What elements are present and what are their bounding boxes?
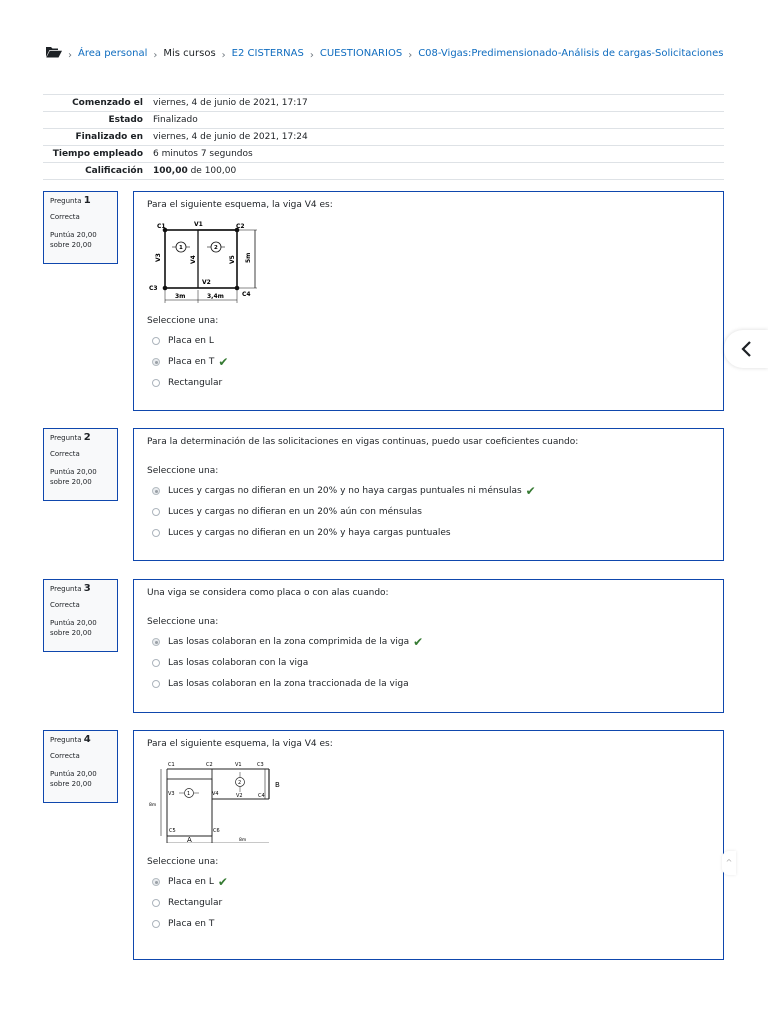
option-label[interactable]: Placa en L	[168, 877, 214, 887]
option-label[interactable]: Placa en T	[168, 357, 215, 367]
select-prompt: Seleccione una:	[147, 466, 219, 476]
radio-button-selected[interactable]	[152, 878, 160, 886]
question-mark-max: sobre 20,00	[50, 629, 92, 637]
radio-button[interactable]	[152, 529, 160, 537]
label-v4: V4	[190, 255, 197, 264]
label-c3: C3	[149, 285, 158, 292]
radio-button[interactable]	[152, 659, 160, 667]
question-box-1	[133, 191, 724, 411]
breadcrumb-area-personal[interactable]: Área personal	[78, 48, 148, 59]
answer-option[interactable]	[147, 897, 710, 909]
check-icon: ✔	[217, 875, 228, 889]
label-v4: V4	[212, 791, 219, 797]
breadcrumb-section[interactable]: CUESTIONARIOS	[319, 48, 403, 59]
breadcrumb-course[interactable]: E2 CISTERNAS	[231, 48, 304, 59]
question-label: Pregunta	[50, 736, 82, 744]
label-b: B	[275, 781, 280, 789]
question-mark-max: sobre 20,00	[50, 478, 92, 486]
answer-option[interactable]	[147, 485, 710, 497]
beam-diagram-1	[147, 214, 277, 306]
question-box-4	[133, 730, 724, 960]
answer-option[interactable]	[147, 506, 710, 518]
breadcrumb-mis-cursos: Mis cursos	[163, 48, 216, 59]
grade-value: 100,00	[153, 166, 188, 176]
question-box-2	[133, 428, 724, 561]
answer-option[interactable]	[147, 335, 710, 347]
answer-option[interactable]	[147, 918, 710, 930]
question-number: 3	[83, 583, 91, 594]
summary-value	[153, 163, 724, 180]
back-to-top-button[interactable]	[722, 851, 736, 875]
question-info-3	[43, 579, 118, 652]
question-mark: Puntúa 20,00	[50, 770, 97, 778]
summary-label: Finalizado en	[43, 129, 153, 146]
breadcrumb-quiz[interactable]: C08-Vigas:Predimensionado-Análisis de cargas-Solicitaciones	[418, 48, 724, 59]
slab-label-1: 1	[179, 245, 183, 251]
label-5m: 5m	[245, 252, 252, 263]
breadcrumb	[46, 46, 723, 61]
option-label[interactable]: Luces y cargas no difieran en un 20% y no haya cargas puntuales ni ménsulas	[168, 486, 522, 496]
label-v3: V3	[168, 791, 175, 797]
summary-value: Finalizado	[153, 112, 724, 129]
option-label[interactable]: Placa en L	[168, 336, 214, 346]
option-label[interactable]: Las losas colaboran con la viga	[168, 658, 309, 668]
label-c1: C1	[157, 223, 166, 230]
check-icon: ✔	[525, 484, 536, 498]
radio-button[interactable]	[152, 379, 160, 387]
slab-label-2: 2	[238, 780, 242, 786]
summary-label: Comenzado el	[43, 95, 153, 112]
attempt-summary-table	[43, 94, 724, 180]
question-mark-max: sobre 20,00	[50, 780, 92, 788]
answer-option[interactable]	[147, 876, 710, 888]
question-label: Pregunta	[50, 197, 82, 205]
label-3-4m: 3,4m	[207, 293, 224, 300]
breadcrumb-separator: ›	[68, 50, 72, 61]
label-8m-vertical: 8m	[149, 803, 157, 808]
beam-diagram-4	[147, 753, 287, 843]
breadcrumb-separator: ›	[221, 50, 226, 61]
label-c6: C6	[213, 828, 220, 834]
label-v3: V3	[155, 253, 162, 262]
answer-option[interactable]	[147, 527, 710, 539]
radio-button[interactable]	[152, 337, 160, 345]
summary-value: viernes, 4 de junio de 2021, 17:17	[153, 95, 724, 112]
radio-button[interactable]	[152, 899, 160, 907]
answer-option[interactable]	[147, 657, 710, 669]
label-v1: V1	[194, 221, 203, 228]
option-label[interactable]: Las losas colaboran en la zona comprimida de la viga	[168, 637, 410, 647]
grade-total: de 100,00	[187, 166, 237, 176]
select-prompt: Seleccione una:	[147, 316, 219, 326]
option-label[interactable]: Placa en T	[168, 919, 215, 929]
radio-button[interactable]	[152, 680, 160, 688]
option-label[interactable]: Las losas colaboran en la zona traccionada de la viga	[168, 679, 409, 689]
label-a: A	[187, 836, 192, 843]
option-label[interactable]: Luces y cargas no difieran en un 20% y haya cargas puntuales	[168, 528, 451, 538]
question-label: Pregunta	[50, 585, 82, 593]
check-icon: ✔	[218, 355, 229, 369]
check-icon: ✔	[413, 635, 424, 649]
summary-value: viernes, 4 de junio de 2021, 17:24	[153, 129, 724, 146]
answer-option[interactable]	[147, 678, 710, 690]
question-state: Correcta	[50, 450, 80, 458]
label-c4: C4	[242, 291, 251, 298]
label-c2: C2	[236, 223, 245, 230]
radio-button-selected[interactable]	[152, 638, 160, 646]
label-8m-horizontal: 8m	[239, 838, 247, 843]
breadcrumb-separator: ›	[309, 50, 314, 61]
drawer-toggle-button[interactable]	[724, 330, 768, 368]
option-label[interactable]: Luces y cargas no difieran en un 20% aún con ménsulas	[168, 507, 422, 517]
question-text: Una viga se considera como placa o con alas cuando:	[147, 588, 389, 598]
question-box-3	[133, 579, 724, 713]
label-v5: V5	[229, 255, 236, 264]
question-mark-max: sobre 20,00	[50, 241, 92, 249]
summary-row	[43, 129, 724, 146]
summary-row	[43, 95, 724, 112]
answer-option[interactable]	[147, 356, 710, 368]
label-c3: C3	[257, 762, 264, 768]
summary-label: Estado	[43, 112, 153, 129]
question-number: 4	[83, 734, 91, 745]
select-prompt: Seleccione una:	[147, 857, 219, 867]
folder-open-icon[interactable]	[46, 46, 62, 61]
label-c2: C2	[206, 762, 213, 768]
option-label[interactable]: Rectangular	[168, 898, 223, 908]
answer-option[interactable]	[147, 377, 710, 389]
radio-button[interactable]	[152, 920, 160, 928]
answer-option[interactable]	[147, 636, 710, 648]
question-text: Para la determinación de las solicitaciones en vigas continuas, puedo usar coeficientes cuando:	[147, 437, 579, 447]
radio-button-selected[interactable]	[152, 487, 160, 495]
question-info-1	[43, 191, 118, 264]
radio-button[interactable]	[152, 508, 160, 516]
summary-label: Calificación	[43, 163, 153, 180]
summary-row	[43, 146, 724, 163]
question-text: Para el siguiente esquema, la viga V4 es:	[147, 200, 333, 210]
breadcrumb-separator: ›	[153, 50, 158, 61]
question-text: Para el siguiente esquema, la viga V4 es:	[147, 739, 333, 749]
slab-label-2: 2	[214, 245, 218, 251]
question-info-2	[43, 428, 118, 501]
label-c5: C5	[169, 828, 176, 834]
option-label[interactable]: Rectangular	[168, 378, 223, 388]
label-c4: C4	[258, 793, 265, 799]
select-prompt: Seleccione una:	[147, 617, 219, 627]
summary-row	[43, 163, 724, 180]
label-v1: V1	[235, 762, 242, 768]
summary-label: Tiempo empleado	[43, 146, 153, 163]
chevron-left-icon	[740, 340, 752, 358]
chevron-up-icon: ^	[725, 858, 733, 867]
question-state: Correcta	[50, 752, 80, 760]
question-mark: Puntúa 20,00	[50, 468, 97, 476]
label-3m: 3m	[175, 293, 186, 300]
question-number: 1	[83, 195, 91, 206]
label-v2: V2	[202, 279, 211, 286]
question-info-4	[43, 730, 118, 803]
question-state: Correcta	[50, 213, 80, 221]
radio-button-selected[interactable]	[152, 358, 160, 366]
label-v2: V2	[236, 793, 243, 799]
summary-value: 6 minutos 7 segundos	[153, 146, 724, 163]
question-state: Correcta	[50, 601, 80, 609]
label-c1: C1	[168, 762, 175, 768]
summary-row	[43, 112, 724, 129]
question-label: Pregunta	[50, 434, 82, 442]
breadcrumb-separator: ›	[408, 50, 413, 61]
question-number: 2	[83, 432, 91, 443]
question-mark: Puntúa 20,00	[50, 231, 97, 239]
question-mark: Puntúa 20,00	[50, 619, 97, 627]
slab-label-1: 1	[187, 791, 191, 797]
